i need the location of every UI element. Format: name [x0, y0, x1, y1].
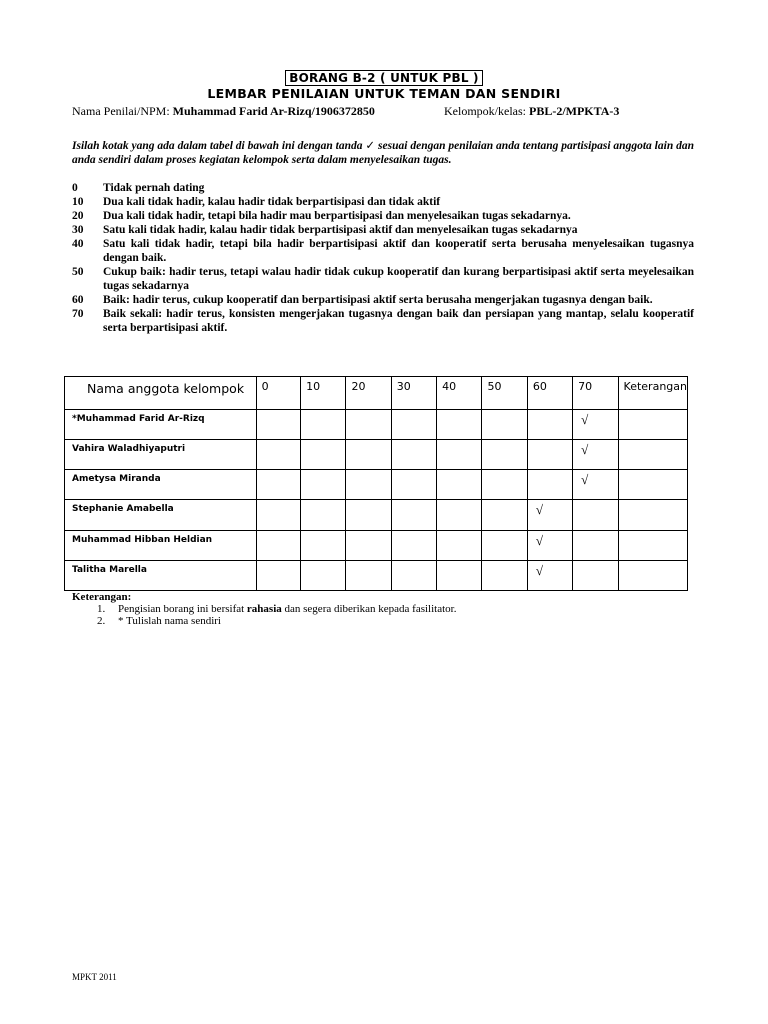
score-cell[interactable]: [437, 530, 482, 560]
table-row: [65, 560, 688, 590]
member-name: Ametysa Miranda: [65, 470, 257, 500]
score-cell[interactable]: [482, 470, 527, 500]
scale-score: 70: [72, 308, 84, 320]
notes-title: Keterangan:: [72, 591, 132, 603]
scale-score: 60: [72, 294, 84, 306]
score-cell[interactable]: [391, 410, 436, 440]
score-cell[interactable]: [573, 410, 618, 440]
scale-item: [72, 181, 694, 195]
table-row: [65, 440, 688, 470]
form-code: BORANG B-2 ( UNTUK PBL ): [285, 70, 483, 86]
score-cell[interactable]: [527, 560, 572, 590]
score-cell[interactable]: [527, 470, 572, 500]
group-line: [444, 104, 619, 119]
member-name: *Muhammad Farid Ar-Rizq: [65, 410, 257, 440]
page-footer: MPKT 2011: [72, 972, 117, 982]
assessor-line: [72, 104, 375, 119]
scale-item: [72, 195, 694, 209]
score-cell[interactable]: [527, 530, 572, 560]
score-cell[interactable]: [346, 410, 391, 440]
score-cell[interactable]: [527, 500, 572, 530]
check-mark-icon: √: [581, 472, 589, 488]
scale-score: 50: [72, 266, 84, 278]
score-cell[interactable]: [482, 560, 527, 590]
score-cell[interactable]: [346, 530, 391, 560]
score-column-header: 20: [346, 377, 391, 410]
table-header-row: [65, 377, 688, 410]
scale-description: Tidak pernah dating: [103, 182, 205, 194]
score-cell[interactable]: [437, 500, 482, 530]
scale-description: Dua kali tidak hadir, tetapi bila hadir mau berpartisipasi dan menyelesaikan tugas sekadarnya.: [103, 210, 571, 222]
scale-item: [72, 209, 694, 223]
scale-description: Satu kali tidak hadir, kalau hadir tidak berpartisipasi aktif dan menyelesaikan tugas sekadarnya: [103, 224, 578, 236]
score-cell[interactable]: [256, 530, 300, 560]
score-cell[interactable]: [256, 410, 300, 440]
score-column-header: 40: [437, 377, 482, 410]
scale-description: Baik: hadir terus, cukup kooperatif dan berpartisipasi aktif serta berusaha mengerjakan tugasnya dengan baik.: [103, 294, 653, 306]
check-mark-icon: √: [581, 442, 589, 458]
instruction-after-mark: sesuai dengan penilaian anda tentang partisipasi anggota lain dan anda sendiri dalam proses kegiatan kelompok serta dalam menyelesaikan tugas.: [72, 140, 695, 166]
check-mark-icon: ✓: [365, 138, 376, 152]
remarks-cell[interactable]: [618, 410, 687, 440]
score-cell[interactable]: [573, 440, 618, 470]
scale-item: [72, 307, 694, 335]
score-cell[interactable]: [256, 470, 300, 500]
score-cell[interactable]: [256, 560, 300, 590]
remarks-cell[interactable]: [618, 470, 687, 500]
score-cell[interactable]: [437, 410, 482, 440]
score-cell[interactable]: [527, 410, 572, 440]
score-cell[interactable]: [391, 500, 436, 530]
score-cell[interactable]: [256, 440, 300, 470]
instruction-text: [72, 138, 694, 167]
note-text-before: * Tulislah nama sendiri: [118, 615, 221, 627]
assessor-value: Muhammad Farid Ar-Rizq/1906372850: [172, 104, 375, 118]
score-cell[interactable]: [346, 560, 391, 590]
member-name: Vahira Waladhiyaputri: [65, 440, 257, 470]
score-cell[interactable]: [573, 500, 618, 530]
score-cell[interactable]: [437, 560, 482, 590]
check-mark-icon: √: [535, 502, 543, 518]
scale-item: [72, 265, 694, 293]
note-item: [72, 603, 456, 615]
score-column-header: 70: [573, 377, 618, 410]
member-name: Muhammad Hibban Heldian: [65, 530, 257, 560]
score-column-header: 30: [391, 377, 436, 410]
scale-score: 30: [72, 224, 84, 236]
score-cell[interactable]: [301, 560, 346, 590]
note-text: [118, 603, 456, 615]
score-column-header: 10: [301, 377, 346, 410]
remarks-cell[interactable]: [618, 560, 687, 590]
scale-score: 20: [72, 210, 84, 222]
score-column-header: 60: [527, 377, 572, 410]
member-name: Talitha Marella: [65, 560, 257, 590]
instruction-before-mark: Isilah kotak yang ada dalam tabel di bawah ini dengan tanda: [72, 140, 363, 152]
score-cell[interactable]: [482, 530, 527, 560]
scale-score: 40: [72, 238, 84, 250]
score-cell[interactable]: [391, 560, 436, 590]
note-text: [118, 615, 221, 627]
score-cell[interactable]: [301, 530, 346, 560]
table-row: [65, 500, 688, 530]
score-cell[interactable]: [573, 530, 618, 560]
score-cell[interactable]: [573, 560, 618, 590]
scale-score: 10: [72, 196, 84, 208]
score-cell[interactable]: [391, 530, 436, 560]
note-text-before: Pengisian borang ini bersifat: [118, 603, 247, 615]
scale-item: [72, 223, 694, 237]
score-cell[interactable]: [301, 470, 346, 500]
score-cell[interactable]: [573, 470, 618, 500]
score-column-header: 0: [256, 377, 300, 410]
remarks-column-header: Keterangan: [618, 377, 687, 410]
form-title: LEMBAR PENILAIAN UNTUK TEMAN DAN SENDIRI: [207, 86, 561, 101]
score-cell[interactable]: [482, 500, 527, 530]
note-number: 2.: [97, 615, 106, 627]
table-row: [65, 410, 688, 440]
notes-list: [72, 603, 456, 627]
remarks-cell[interactable]: [618, 530, 687, 560]
check-mark-icon: √: [535, 562, 543, 578]
remarks-cell[interactable]: [618, 500, 687, 530]
score-cell[interactable]: [482, 440, 527, 470]
note-item: [72, 615, 456, 627]
assessor-label: Nama Penilai/NPM:: [72, 104, 170, 118]
name-column-header: Nama anggota kelompok: [65, 377, 257, 410]
score-cell[interactable]: [437, 470, 482, 500]
check-mark-icon: √: [535, 532, 543, 548]
note-number: 1.: [97, 603, 106, 615]
scale-description: Cukup baik: hadir terus, tetapi walau hadir tidak cukup kooperatif dan kurang berpartisipasi aktif serta meyelesaikan tugas sekadarnya: [103, 266, 694, 292]
scale-item: [72, 237, 694, 265]
score-cell[interactable]: [301, 440, 346, 470]
group-value: PBL-2/MPKTA-3: [528, 104, 620, 118]
score-cell[interactable]: [482, 410, 527, 440]
score-cell[interactable]: [391, 470, 436, 500]
table-row: [65, 530, 688, 560]
check-mark-icon: √: [581, 412, 589, 427]
score-cell[interactable]: [346, 500, 391, 530]
notes-section: [72, 591, 456, 627]
score-cell[interactable]: [346, 470, 391, 500]
score-cell[interactable]: [301, 410, 346, 440]
score-cell[interactable]: [527, 440, 572, 470]
score-cell[interactable]: [437, 440, 482, 470]
group-label: Kelompok/kelas:: [444, 104, 526, 118]
score-cell[interactable]: [301, 500, 346, 530]
member-name: Stephanie Amabella: [65, 500, 257, 530]
scoring-scale: [72, 181, 694, 335]
note-text-bold: rahasia: [246, 603, 282, 615]
remarks-cell[interactable]: [618, 440, 687, 470]
score-cell[interactable]: [391, 440, 436, 470]
peer-assessment-table: [64, 376, 688, 591]
scale-score: 0: [72, 182, 78, 194]
scale-description: Dua kali tidak hadir, kalau hadir tidak berpartisipasi dan tidak aktif: [103, 196, 441, 208]
scale-item: [72, 293, 694, 307]
score-cell[interactable]: [346, 440, 391, 470]
scale-description: Baik sekali: hadir terus, konsisten mengerjakan tugasnya dengan baik dan persiapan yang mantap, selalu kooperatif serta berpartisipasi aktif.: [103, 308, 694, 334]
score-cell[interactable]: [256, 500, 300, 530]
table-row: [65, 470, 688, 500]
scale-description: Satu kali tidak hadir, tetapi bila hadir berpartisipasi aktif dan kooperatif serta berusaha menyelesaikan tugasnya dengan baik.: [103, 238, 694, 264]
note-text-after: dan segera diberikan kepada fasilitator.: [281, 603, 457, 615]
score-column-header: 50: [482, 377, 527, 410]
